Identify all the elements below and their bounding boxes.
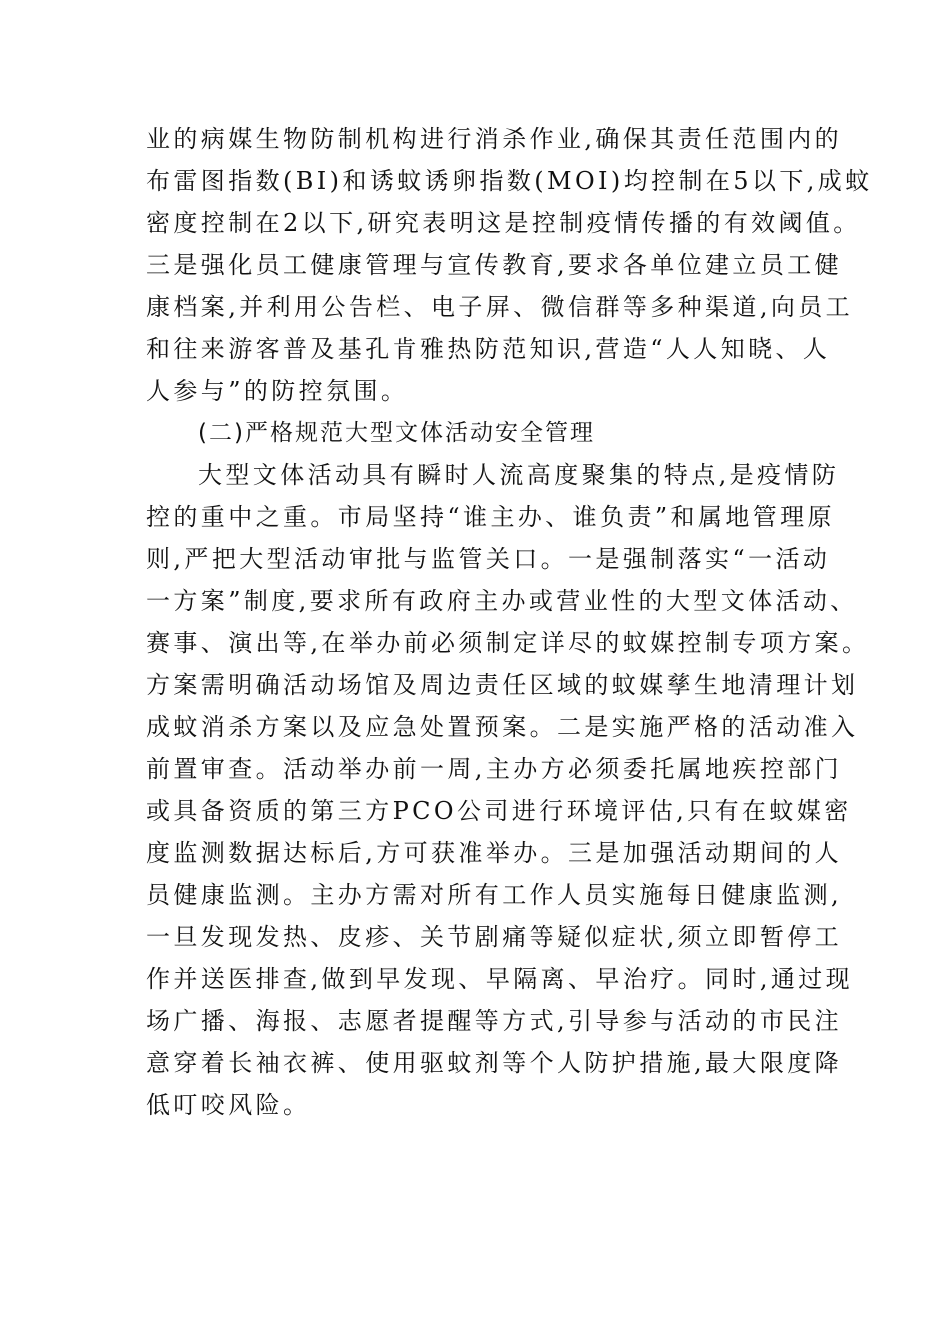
text-line: 成蚊消杀方案以及应急处置预案。二是实施严格的活动准入 — [146, 713, 859, 741]
text-line: 密度控制在2以下,研究表明这是控制疫情传播的有效阈值。 — [146, 209, 861, 237]
text-line: 作并送医排查,做到早发现、早隔离、早治疗。同时,通过现 — [146, 965, 854, 993]
text-line: 则,严把大型活动审批与监管关口。一是强制落实“一活动 — [146, 545, 831, 573]
text-line: 员健康监测。主办方需对所有工作人员实施每日健康监测, — [146, 881, 843, 909]
text-line: 一方案”制度,要求所有政府主办或营业性的大型文体活动、 — [146, 587, 858, 615]
text-line: 或具备资质的第三方PCO公司进行环境评估,只有在蚊媒密 — [146, 797, 852, 825]
text-line: 人参与”的防控氛围。 — [146, 377, 409, 405]
text-line: 业的病媒生物防制机构进行消杀作业,确保其责任范围内的 — [146, 125, 843, 153]
text-line: 控的重中之重。市局坚持“谁主办、谁负责”和属地管理原 — [146, 503, 835, 531]
text-line: 和往来游客普及基孔肯雅热防范知识,营造“人人知晓、人 — [146, 335, 831, 363]
section-heading: (二)严格规范大型文体活动安全管理 — [198, 420, 595, 446]
text-line: 度监测数据达标后,方可获准举办。三是加强活动期间的人 — [146, 839, 843, 867]
text-line: 低叮咬风险。 — [146, 1091, 311, 1119]
text-line: 前置审查。活动举办前一周,主办方必须委托属地疾控部门 — [146, 755, 843, 783]
text-line: 方案需明确活动场馆及周边责任区域的蚊媒孳生地清理计划 — [146, 671, 859, 699]
paragraph-2 — [146, 454, 870, 1126]
text-line: 康档案,并利用公告栏、电子屏、微信群等多种渠道,向员工 — [146, 293, 854, 321]
text-line: 三是强化员工健康管理与宣传教育,要求各单位建立员工健 — [146, 251, 843, 279]
text-line: 一旦发现发热、皮疹、关节剧痛等疑似症状,须立即暂停工 — [146, 923, 843, 951]
document-body — [146, 118, 873, 1126]
text-line: 布雷图指数(BI)和诱蚊诱卵指数(MOI)均控制在5以下,成蚊 — [146, 167, 873, 195]
text-line: 赛事、演出等,在举办前必须制定详尽的蚊媒控制专项方案。 — [146, 629, 870, 657]
text-line: 意穿着长袖衣裤、使用驱蚊剂等个人防护措施,最大限度降 — [146, 1049, 843, 1077]
text-line: 大型文体活动具有瞬时人流高度聚集的特点,是疫情防 — [198, 461, 840, 489]
paragraph-1 — [146, 118, 873, 412]
text-line: 场广播、海报、志愿者提醒等方式,引导参与活动的市民注 — [146, 1007, 843, 1035]
